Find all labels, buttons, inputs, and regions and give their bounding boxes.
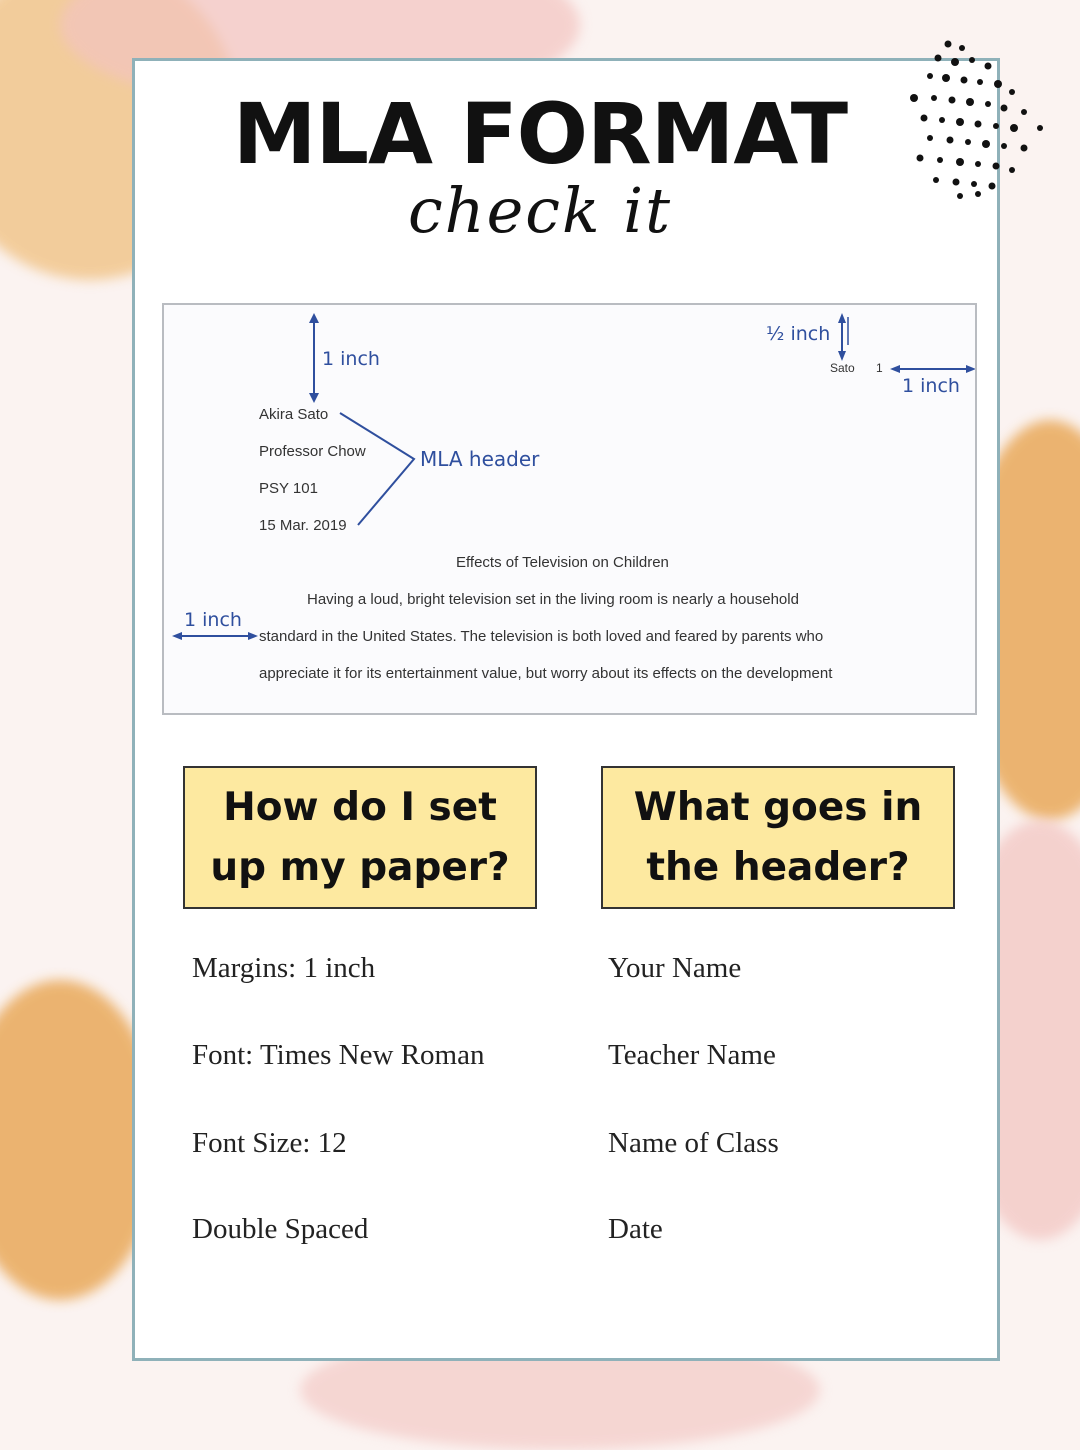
sample-paper-image <box>162 303 977 715</box>
header-question-box <box>601 766 955 909</box>
mla-header-label: MLA header <box>420 447 540 471</box>
setup-item-margins: Margins: 1 inch <box>192 952 376 984</box>
header-item-your-name: Your Name <box>608 952 742 984</box>
running-header-page-number: 1 <box>876 361 883 375</box>
header-line-professor: Professor Chow <box>259 443 366 460</box>
header-item-date: Date <box>608 1213 663 1245</box>
right-margin-label: 1 inch <box>902 375 960 397</box>
left-margin-label: 1 inch <box>184 609 242 631</box>
header-question-heading: What goes in the header? <box>633 784 923 890</box>
page-subtitle: check it <box>407 174 673 247</box>
margin-arrows <box>164 305 977 715</box>
page-title: MLA FORMAT <box>232 85 848 183</box>
setup-item-font: Font: Times New Roman <box>192 1039 485 1071</box>
body-line-3: appreciate it for its entertainment value, but worry about its effects on the development <box>259 665 833 682</box>
header-item-teacher-name: Teacher Name <box>608 1039 776 1071</box>
sample-paper-title: Effects of Television on Children <box>456 554 669 571</box>
running-header-name: Sato <box>830 361 855 375</box>
body-line-1: Having a loud, bright television set in the living room is nearly a household <box>307 591 799 608</box>
setup-item-font-size: Font Size: 12 <box>192 1127 347 1159</box>
header-margin-label: ½ inch <box>766 323 831 345</box>
body-line-2: standard in the United States. The television is both loved and feared by parents who <box>259 628 824 645</box>
dot-pattern-decoration <box>900 36 1050 206</box>
top-margin-label: 1 inch <box>322 348 380 370</box>
header-item-class-name: Name of Class <box>608 1127 779 1159</box>
setup-item-spacing: Double Spaced <box>192 1213 369 1245</box>
header-line-date: 15 Mar. 2019 <box>259 517 347 534</box>
header-line-name: Akira Sato <box>259 406 329 423</box>
header-line-class: PSY 101 <box>259 480 318 497</box>
setup-question-heading: How do I set up my paper? <box>210 784 510 890</box>
setup-question-box <box>183 766 537 909</box>
